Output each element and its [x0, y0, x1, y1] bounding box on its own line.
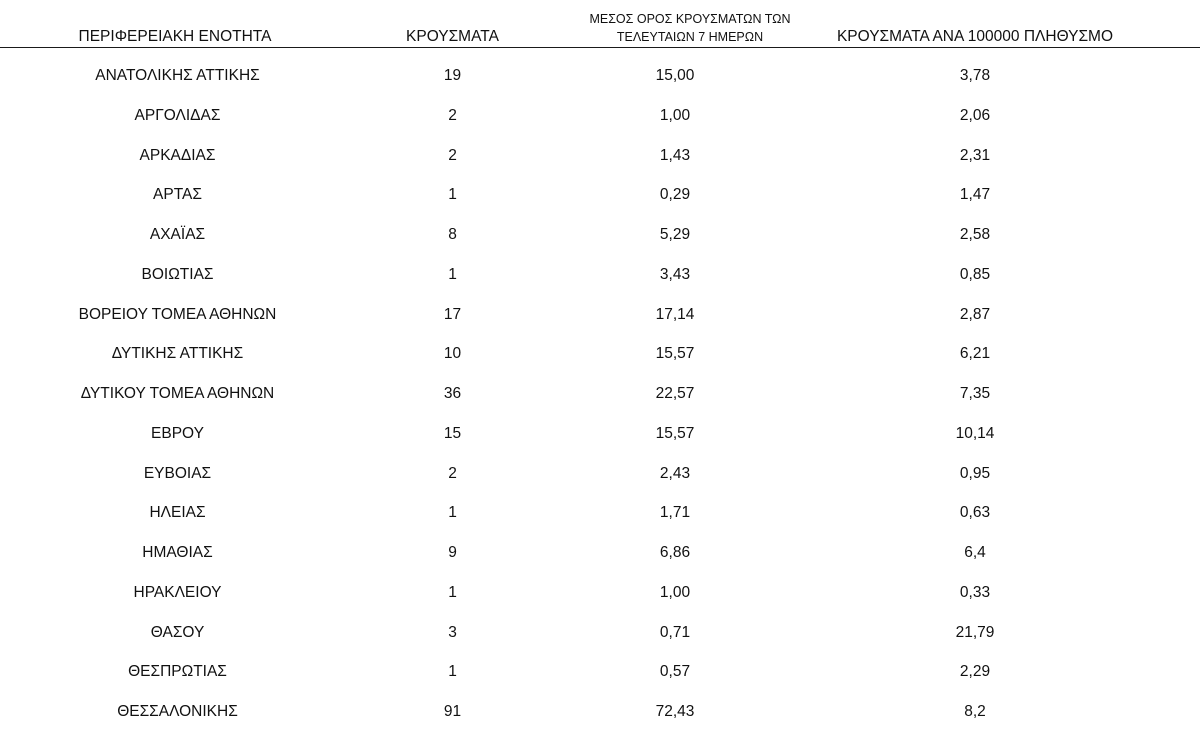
cell-per-100k: 0,95 [959, 464, 991, 482]
cell-per-100k: 2,06 [959, 106, 991, 124]
cell-region: ΘΕΣΣΑΛΟΝΙΚΗΣ [117, 703, 238, 720]
cell-per-100k: 2,87 [959, 305, 991, 323]
cell-avg-7-days: 5,29 [659, 226, 691, 243]
cell-region: ΗΜΑΘΙΑΣ [142, 544, 213, 561]
cell-cases: 3 [448, 623, 457, 641]
cell-avg-7-days: 15,57 [655, 345, 695, 363]
cell-avg-7-days: 17,14 [655, 305, 695, 323]
cell-region: ΒΟΙΩΤΙΑΣ [141, 265, 214, 283]
cell-avg-7-days: 72,43 [655, 703, 695, 720]
cell-cases: 9 [448, 544, 457, 561]
cell-region: ΕΥΒΟΙΑΣ [143, 464, 212, 482]
cell-cases: 1 [448, 504, 457, 522]
cell-per-100k: 1,47 [959, 186, 991, 204]
table-row [0, 417, 1200, 457]
cell-cases: 2 [448, 106, 457, 124]
table-row [0, 496, 1200, 536]
cell-per-100k: 2,58 [959, 226, 991, 243]
header-cases: ΚΡΟΥΣΜΑΤΑ [406, 28, 499, 45]
cell-per-100k: 0,63 [959, 504, 991, 522]
header-per-100k: ΚΡΟΥΣΜΑΤΑ ΑΝΑ 100000 ΠΛΗΘΥΣΜΟ [836, 28, 1114, 45]
cell-cases: 10 [443, 345, 462, 363]
table-row [0, 139, 1200, 179]
header-avg-line-2: ΤΕΛΕΥΤΑΙΩΝ 7 ΗΜΕΡΩΝ [616, 30, 764, 44]
table-row [0, 536, 1200, 576]
cell-avg-7-days: 6,86 [659, 544, 691, 561]
table-row [0, 337, 1200, 377]
cell-cases: 2 [448, 146, 457, 164]
cell-region: ΗΡΑΚΛΕΙΟΥ [133, 583, 222, 601]
cell-avg-7-days: 0,57 [659, 663, 691, 681]
cell-avg-7-days: 1,43 [659, 146, 691, 164]
cell-per-100k: 0,33 [959, 583, 991, 601]
cell-cases: 2 [448, 464, 457, 482]
table-row [0, 59, 1200, 99]
cell-avg-7-days: 22,57 [655, 385, 695, 402]
table-row [0, 616, 1200, 656]
cell-per-100k: 21,79 [955, 623, 995, 641]
cell-region: ΕΒΡΟΥ [151, 424, 204, 442]
cell-avg-7-days: 3,43 [659, 265, 691, 283]
cell-cases: 17 [443, 305, 462, 323]
cell-cases: 36 [443, 385, 462, 402]
cell-per-100k: 0,85 [959, 265, 991, 283]
cell-per-100k: 10,14 [955, 424, 995, 442]
cell-avg-7-days: 1,00 [659, 583, 691, 601]
table-row [0, 576, 1200, 616]
table-row [0, 218, 1200, 258]
header-divider [0, 47, 1200, 48]
table-row [0, 178, 1200, 218]
table-row [0, 457, 1200, 497]
cell-per-100k: 7,35 [959, 385, 991, 402]
table-row [0, 655, 1200, 695]
cell-avg-7-days: 1,71 [659, 504, 691, 522]
cell-per-100k: 8,2 [964, 703, 986, 720]
cell-region: ΘΑΣΟΥ [150, 623, 205, 641]
cell-region: ΗΛΕΙΑΣ [149, 504, 206, 522]
table-row [0, 298, 1200, 338]
cell-cases: 8 [448, 226, 457, 243]
header-region: ΠΕΡΙΦΕΡΕΙΑΚΗ ΕΝΟΤΗΤΑ [78, 28, 272, 45]
cell-avg-7-days: 0,71 [659, 623, 691, 641]
cell-region: ΑΡΓΟΛΙΔΑΣ [134, 106, 221, 124]
cell-region: ΘΕΣΠΡΩΤΙΑΣ [128, 663, 227, 681]
cell-region: ΔΥΤΙΚΗΣ ΑΤΤΙΚΗΣ [111, 345, 244, 363]
cell-region: ΔΥΤΙΚΟΥ ΤΟΜΕΑ ΑΘΗΝΩΝ [80, 385, 275, 402]
cell-cases: 19 [443, 67, 462, 84]
cell-cases: 1 [448, 265, 457, 283]
cell-avg-7-days: 2,43 [659, 464, 691, 482]
cell-per-100k: 2,31 [959, 146, 991, 164]
cell-region: ΑΡΤΑΣ [153, 186, 202, 204]
table-row [0, 99, 1200, 139]
table-row [0, 695, 1200, 735]
header-avg-line-1: ΜΕΣΟΣ ΟΡΟΣ ΚΡΟΥΣΜΑΤΩΝ ΤΩΝ [589, 12, 791, 26]
table-row [0, 377, 1200, 417]
cell-per-100k: 6,4 [964, 544, 986, 561]
cell-region: ΑΧΑΪΑΣ [149, 226, 206, 243]
cell-region: ΑΡΚΑΔΙΑΣ [139, 146, 216, 164]
cell-avg-7-days: 1,00 [659, 106, 691, 124]
cell-per-100k: 2,29 [959, 663, 991, 681]
table-row [0, 258, 1200, 298]
cell-cases: 1 [448, 663, 457, 681]
table-body [0, 59, 1200, 735]
cell-per-100k: 3,78 [959, 67, 991, 84]
cell-region: ΑΝΑΤΟΛΙΚΗΣ ΑΤΤΙΚΗΣ [95, 67, 260, 84]
table-header [0, 0, 1200, 48]
cell-region: ΒΟΡΕΙΟΥ ΤΟΜΕΑ ΑΘΗΝΩΝ [78, 305, 277, 323]
cell-cases: 91 [443, 703, 462, 720]
cell-avg-7-days: 15,57 [655, 424, 695, 442]
cell-avg-7-days: 0,29 [659, 186, 691, 204]
cell-cases: 15 [443, 424, 462, 442]
cell-per-100k: 6,21 [959, 345, 991, 363]
cell-avg-7-days: 15,00 [655, 67, 695, 84]
cell-cases: 1 [448, 186, 457, 204]
cell-cases: 1 [448, 583, 457, 601]
